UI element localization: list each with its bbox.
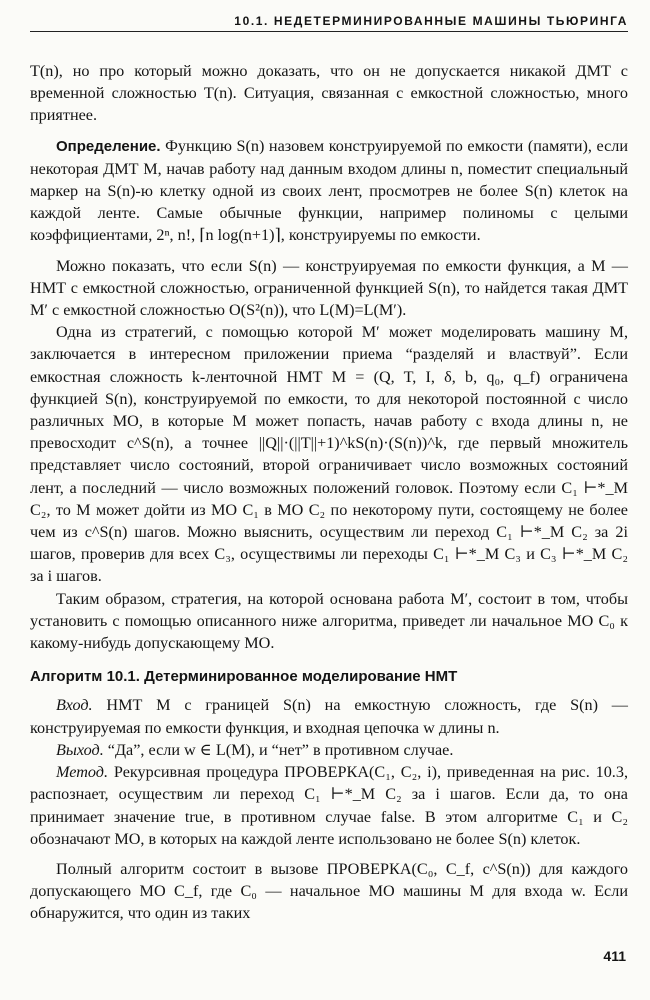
algorithm-method [30, 761, 628, 850]
paragraph-space-bound: Можно показать, что если S(n) — конструируемая по емкости функция, а M — НМТ с емкостной сложностью, ограниченной функцией S(n), то найдется такая ДМТ M′ с емкостной сложностью O(S²(n)), что L(M)=L(M′). [30, 256, 628, 320]
algorithm-input [30, 694, 628, 738]
input-label: Вход. [56, 696, 93, 715]
method-label: Метод. [56, 763, 109, 782]
output-text: “Да”, если w ∈ L(M), и “нет” в противном случае. [107, 740, 454, 759]
algorithm-heading: Алгоритм 10.1. Детерминированное моделирование НМТ [30, 668, 458, 686]
output-label: Выход. [56, 740, 104, 759]
paragraph-conclusion: Таким образом, стратегия, на которой основана работа M′, состоит в том, чтобы установить с помощью описанного ниже алгоритма, приведет ли начальное МО C₀ к какому-нибудь допускающему МО. [30, 589, 628, 653]
algorithm-output [30, 739, 628, 761]
page-body [30, 60, 628, 925]
paragraph-full-algorithm: Полный алгоритм состоит в вызове ПРОВЕРКА(C₀, C_f, c^S(n)) для каждого допускающего МО C_f, где C₀ — начальное МО машины M для входа w. Если обнаружится, что один из таких [30, 859, 628, 923]
running-head: 10.1. НЕДЕТЕРМИНИРОВАННЫЕ МАШИНЫ ТЬЮРИНГА [30, 14, 628, 32]
paragraph-continuation: T(n), но про который можно доказать, что он не допускается никакой ДМТ с временной сложностью T(n). Ситуация, связанная с емкостной сложностью, много приятнее. [30, 62, 628, 125]
paragraph-strategy: Одна из стратегий, с помощью которой M′ может моделировать машину M, заключается в интересном приложении приема “разделяй и властвуй”. Если емкостная сложность k-ленточной НМТ M = (Q, T, I, δ, b, q₀, q_f) ограничена функцией S(n), конструируемой по емкости, то для некоторой постоянной c число различных МО, в которые M может попасть, начав работу с входа длины n, не превосходит c^S(n), а точнее ||Q||·(||T||+1)^kS(n)·(S(n))^k, где первый множитель представляет число состояний, второй ограничивает число возможных состояний лент, а последний — число возможных положений головок. Поэтому если C₁ ⊢*_M C₂, то M может дойти из МО C₁ в МО C₂ по некоторому пути, состоящему не более чем из c^S(n) шагов. Можно выяснить, осуществим ли переход C₁ ⊢*_M C₂ за 2i шагов, проверив для всех C₃, осуществимы ли переходы C₁ ⊢*_M C₃ и C₃ ⊢*_M C₂ за i шагов. [30, 323, 628, 586]
method-text: Рекурсивная процедура ПРОВЕРКА(C₁, C₂, i), приведенная на рис. 10.3, распознает, осуществим ли переход C₁ ⊢*_M C₂ за i шагов. Если да, то она принимает значение true, в противном случае false. В этом алгоритме C₁ и C₂ обозначают МО, в которых на каждой ленте использовано не более S(n) клеток. [30, 763, 628, 848]
definition-term: Определение. [56, 137, 161, 155]
input-text: НМТ M с границей S(n) на емкостную сложность, где S(n) — конструируемая по емкости функция, и входная цепочка w длины n. [30, 696, 628, 737]
page-number: 411 [603, 948, 626, 964]
definition-paragraph [30, 135, 628, 247]
definition-body: Функцию S(n) назовем конструируемой по емкости (памяти), если некоторая ДМТ M, начав работу над данным входом длины n, поместит специальный маркер на S(n)-ю клетку одной из своих лент, просмотрев не более S(n) клеток на каждой ленте. Самые обычные функции, например полиномы с целыми коэффициентами, 2ⁿ, n!, ⌈n log(n+1)⌉, конструируемы по емкости. [30, 136, 629, 245]
